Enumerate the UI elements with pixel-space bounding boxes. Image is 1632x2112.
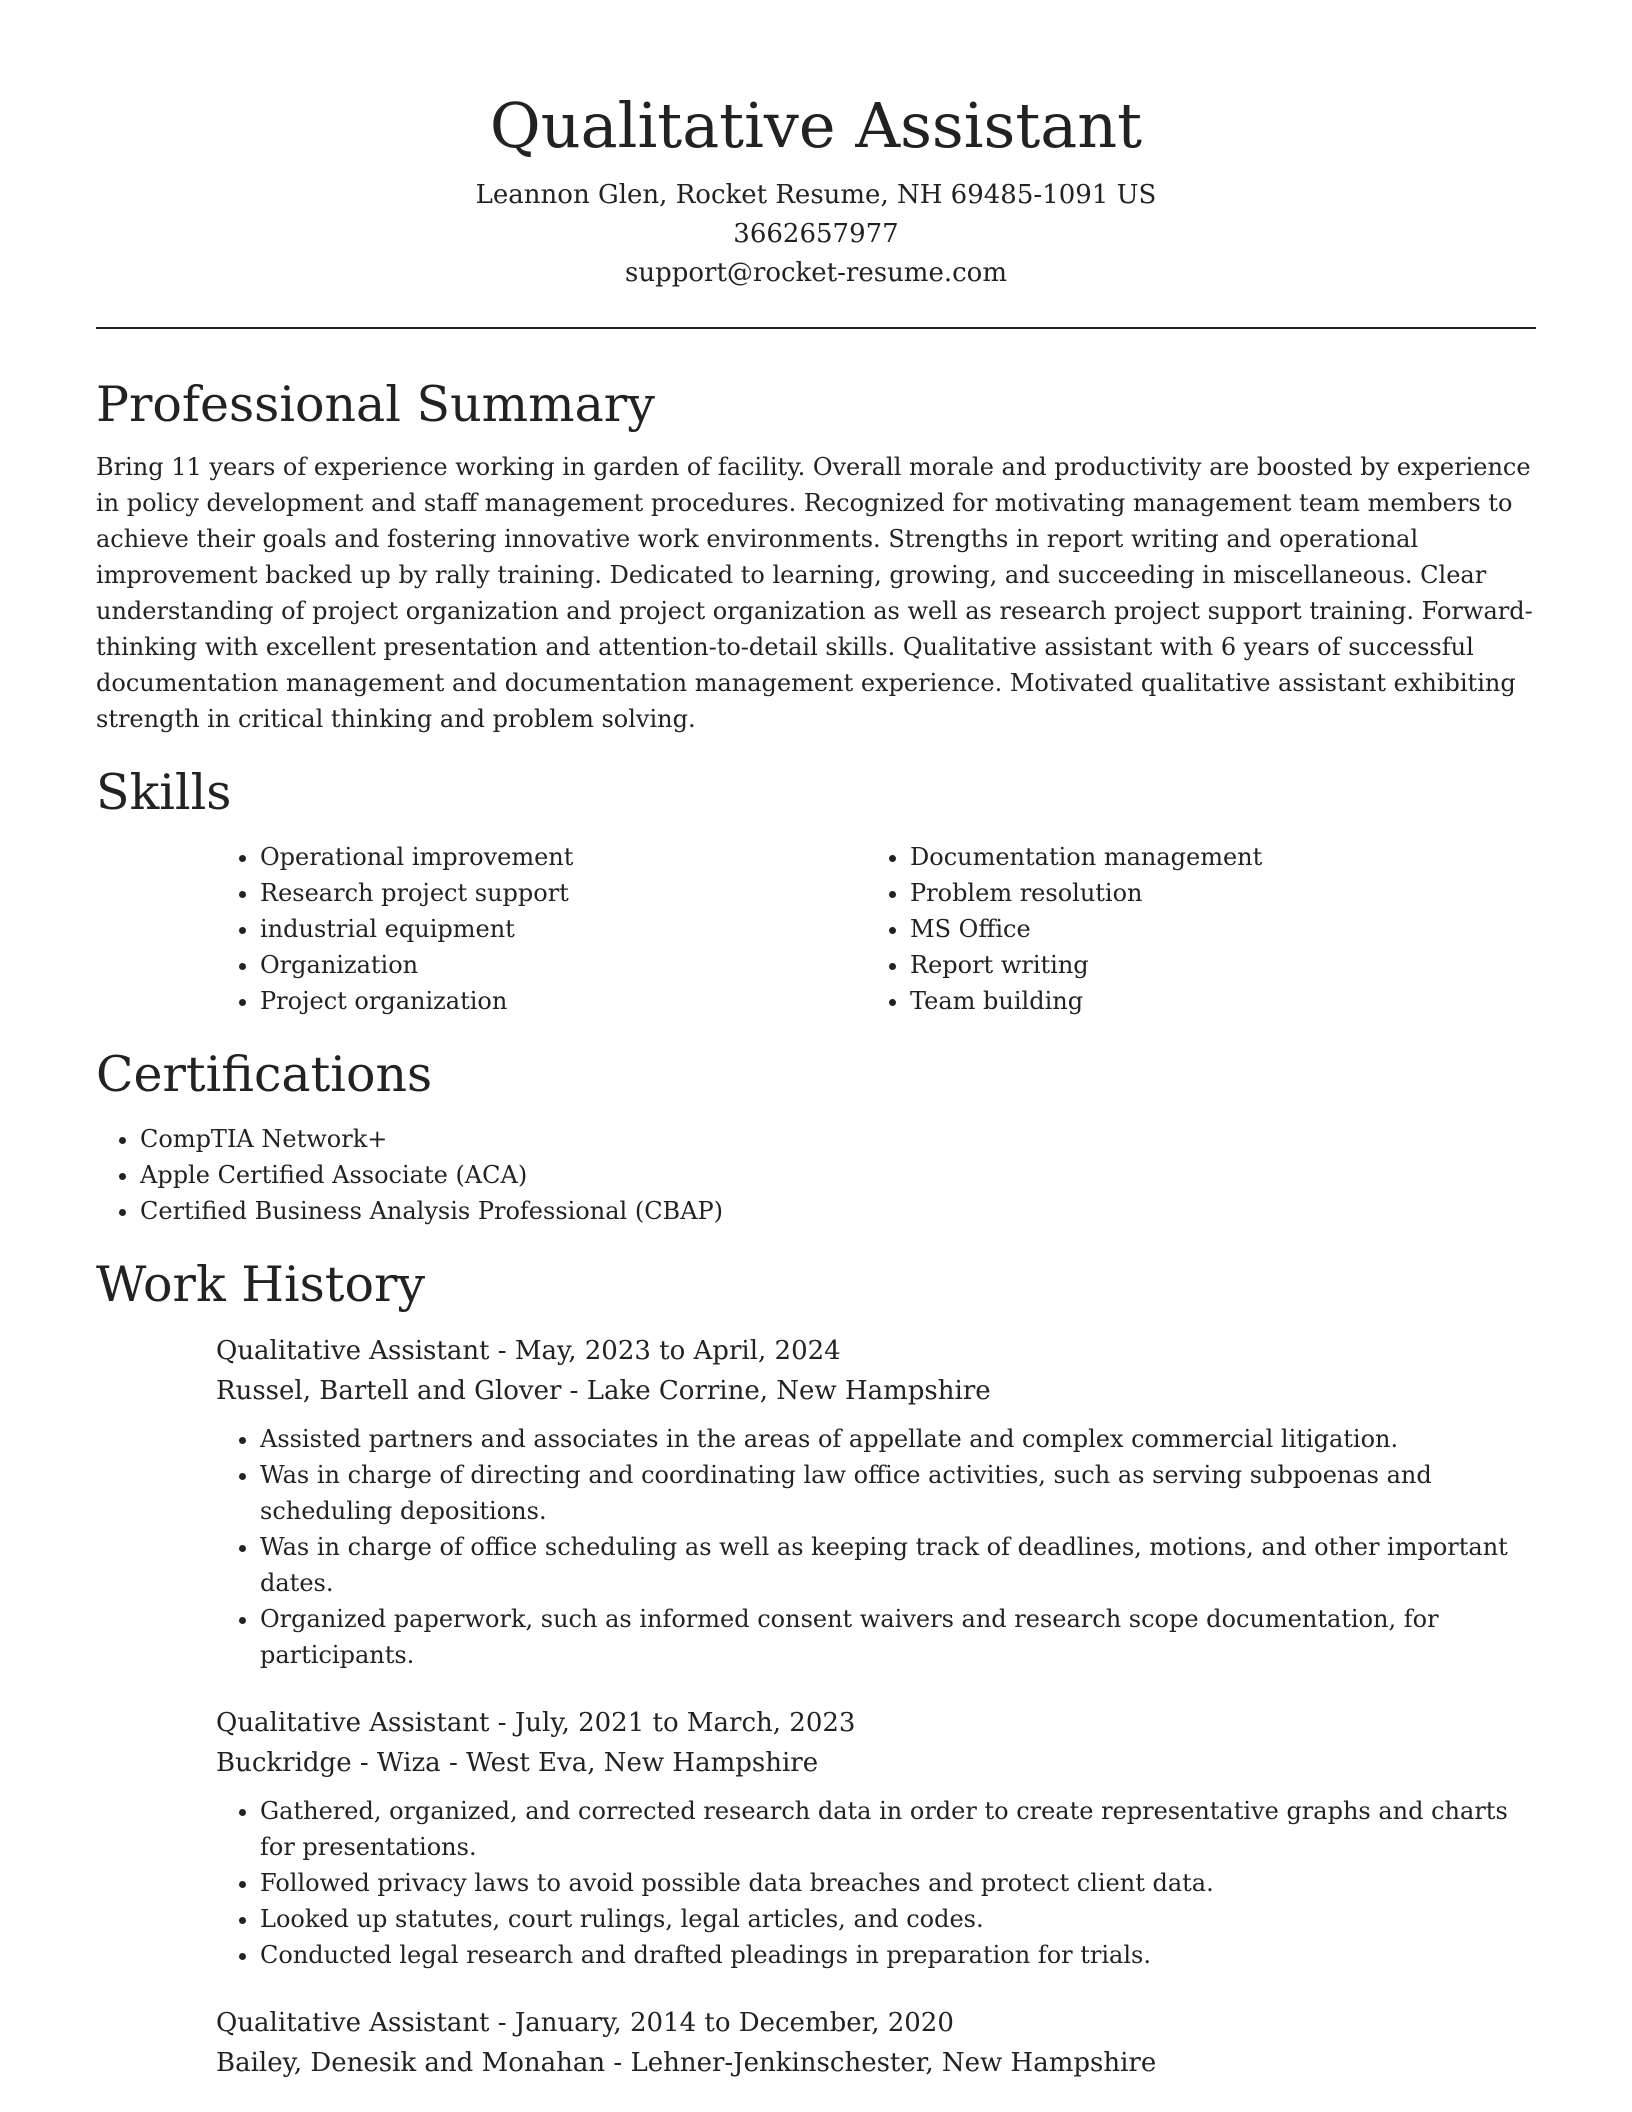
job-location: Lake Corrine, New Hampshire — [586, 1376, 991, 1406]
job-entry — [216, 2003, 1536, 2083]
skill-item: • Problem resolution — [910, 875, 1516, 911]
job-dates: July, 2021 to March, 2023 — [514, 1708, 856, 1738]
job-location: Lehner-Jenkinschester, New Hampshire — [630, 2048, 1157, 2078]
work-history-section — [96, 1253, 1536, 2083]
summary-section — [96, 373, 1536, 737]
job-entry — [216, 1331, 1536, 1673]
header-divider — [96, 327, 1536, 329]
skills-column-left — [216, 839, 866, 1019]
job-dates: May, 2023 to April, 2024 — [514, 1336, 841, 1366]
work-history-heading: Work History — [96, 1256, 426, 1313]
skills-list-right — [866, 839, 1516, 1019]
job-bullet: • Was in charge of office scheduling as well as keeping track of deadlines, motions, and other important dates. — [260, 1529, 1536, 1601]
job-bullets — [216, 1793, 1536, 1973]
job-company: Russel, Bartell and Glover — [216, 1376, 562, 1406]
contact-phone: 3662657977 — [733, 219, 899, 249]
job-company: Buckridge - Wiza — [216, 1748, 441, 1778]
skill-item: • MS Office — [910, 911, 1516, 947]
certifications-heading: Certifications — [96, 1046, 433, 1103]
job-bullet: • Looked up statutes, court rulings, legal articles, and codes. — [260, 1901, 1536, 1937]
skill-item: • Documentation management — [910, 839, 1516, 875]
skill-item: • industrial equipment — [260, 911, 866, 947]
job-title: Qualitative Assistant — [216, 2008, 490, 2038]
skill-item: • Report writing — [910, 947, 1516, 983]
skills-grid — [216, 839, 1536, 1019]
resume-page — [96, 0, 1536, 2093]
job-title: Qualitative Assistant — [216, 1336, 490, 1366]
certifications-section — [96, 1043, 1536, 1229]
skills-heading: Skills — [96, 764, 232, 821]
summary-heading: Professional Summary — [96, 376, 655, 433]
job-company: Bailey, Denesik and Monahan — [216, 2048, 606, 2078]
summary-text: Bring 11 years of experience working in garden of facility. Overall morale and productivity are boosted by experience in policy development and staff management procedures. Recognized for motivating management team members to achieve their goals and fostering innovative work environments. Strengths in report writing and operational improvement backed up by rally training. Dedicated to learning, growing, and succeeding in miscellaneous. Clear understanding of project organization and project organization as well as research project support training. Forward-thinking with excellent presentation and attention-to-detail skills. Qualitative assistant with 6 years of successful documentation management and documentation management experience. Motivated qualitative assistant exhibiting strength in critical thinking and problem solving. — [96, 453, 1533, 733]
contact-email: support@rocket-resume.com — [624, 258, 1007, 288]
resume-header — [96, 0, 1536, 293]
job-dates: January, 2014 to December, 2020 — [514, 2008, 954, 2038]
skill-item: • Team building — [910, 983, 1516, 1019]
job-bullet: • Gathered, organized, and corrected research data in order to create representative graphs and charts for presentations. — [260, 1793, 1536, 1865]
skill-item: • Research project support — [260, 875, 866, 911]
job-bullets — [216, 1421, 1536, 1673]
job-company-line: Buckridge - Wiza - West Eva, New Hampshire — [216, 1748, 819, 1778]
skill-item: • Project organization — [260, 983, 866, 1019]
job-entry — [216, 1703, 1536, 1973]
certifications-list — [96, 1121, 1536, 1229]
candidate-name: Qualitative Assistant — [489, 89, 1143, 162]
job-location: West Eva, New Hampshire — [466, 1748, 819, 1778]
skills-list-left — [216, 839, 866, 1019]
job-title-line: Qualitative Assistant - July, 2021 to March, 2023 — [216, 1708, 856, 1738]
job-bullet: • Conducted legal research and drafted pleadings in preparation for trials. — [260, 1937, 1536, 1973]
certification-item: • CompTIA Network+ — [140, 1121, 1536, 1157]
job-company-line: Russel, Bartell and Glover - Lake Corrine, New Hampshire — [216, 1376, 991, 1406]
skills-section — [96, 761, 1536, 1019]
certification-item: • Certified Business Analysis Professional (CBAP) — [140, 1193, 1536, 1229]
skills-column-right — [866, 839, 1516, 1019]
certification-item: • Apple Certified Associate (ACA) — [140, 1157, 1536, 1193]
job-title-line: Qualitative Assistant - January, 2014 to December, 2020 — [216, 2008, 954, 2038]
job-title: Qualitative Assistant — [216, 1708, 490, 1738]
contact-block — [96, 176, 1536, 293]
skill-item: • Organization — [260, 947, 866, 983]
job-title-line: Qualitative Assistant - May, 2023 to April, 2024 — [216, 1336, 841, 1366]
job-bullet: • Followed privacy laws to avoid possible data breaches and protect client data. — [260, 1865, 1536, 1901]
contact-address: Leannon Glen, Rocket Resume, NH 69485-1091 US — [475, 180, 1157, 210]
job-bullet: • Assisted partners and associates in the areas of appellate and complex commercial litigation. — [260, 1421, 1536, 1457]
skill-item: • Operational improvement — [260, 839, 866, 875]
job-company-line: Bailey, Denesik and Monahan - Lehner-Jenkinschester, New Hampshire — [216, 2048, 1157, 2078]
job-bullet: • Organized paperwork, such as informed consent waivers and research scope documentation, for participants. — [260, 1601, 1536, 1673]
job-bullet: • Was in charge of directing and coordinating law office activities, such as serving subpoenas and scheduling depositions. — [260, 1457, 1536, 1529]
